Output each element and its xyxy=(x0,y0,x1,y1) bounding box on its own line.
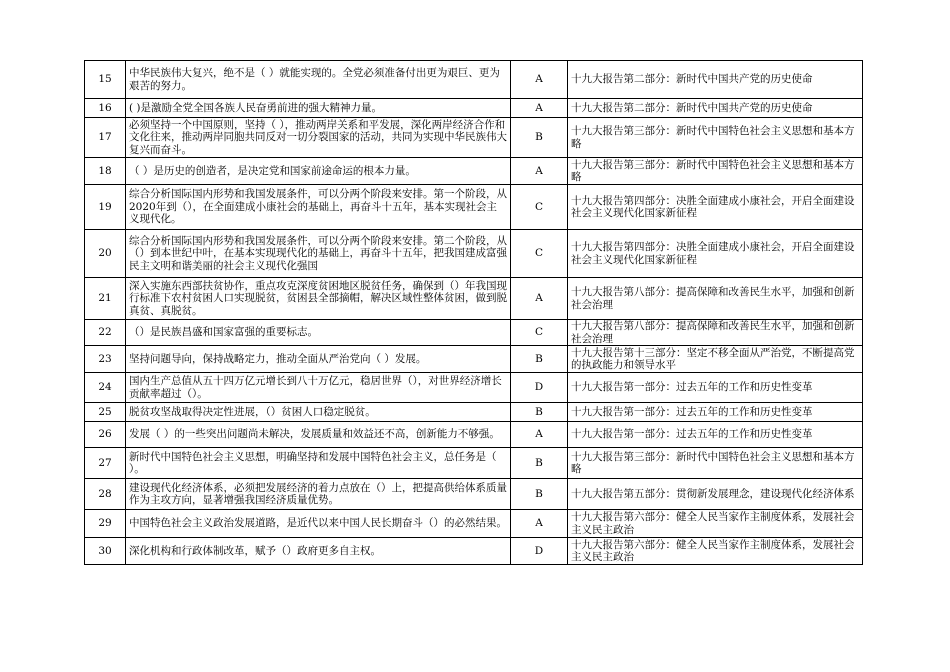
question-text-cell xyxy=(126,479,511,510)
question-text-cell-text: ( )是激励全党全国各族人民奋勇前进的强大精神力量。 xyxy=(129,101,383,114)
question-number-cell xyxy=(85,158,126,185)
question-text-cell-text: 建设现代化经济体系，必须把发展经济的着力点放在（）上，把提高供给体系质量作为主攻方向，显著增强我国经济质量优势。 xyxy=(129,481,507,506)
answer-cell-text: B xyxy=(535,131,543,144)
table-row xyxy=(85,403,863,422)
source-cell xyxy=(568,230,863,278)
source-cell-text: 十九大报告第五部分：贯彻新发展理念，建设现代化经济体系 xyxy=(571,487,855,500)
table-row xyxy=(85,61,863,99)
source-cell xyxy=(568,158,863,185)
question-number-cell-text: 15 xyxy=(98,73,112,86)
question-number-cell xyxy=(85,510,126,538)
table-row xyxy=(85,479,863,510)
source-cell xyxy=(568,61,863,99)
table-row xyxy=(85,538,863,565)
answer-cell xyxy=(511,403,568,422)
answer-cell xyxy=(511,99,568,118)
table-row xyxy=(85,422,863,448)
answer-cell-text: C xyxy=(534,247,544,260)
question-number-cell xyxy=(85,99,126,118)
question-number-cell-text: 30 xyxy=(98,544,112,557)
question-number-cell xyxy=(85,448,126,479)
question-number-cell-text: 20 xyxy=(98,247,112,260)
question-text-cell xyxy=(126,158,511,185)
source-cell xyxy=(568,278,863,320)
source-cell-text: 十九大报告第三部分：新时代中国特色社会主义思想和基本方略 xyxy=(571,125,855,150)
answer-cell-text: D xyxy=(534,381,544,394)
question-text-cell-text: （）是民族昌盛和国家富强的重要标志。 xyxy=(129,326,318,339)
answer-cell xyxy=(511,479,568,510)
question-text-cell-text: 脱贫攻坚战取得决定性进展，（）贫困人口稳定脱贫。 xyxy=(129,405,376,418)
question-text-cell-text: 必须坚持一个中国原则，坚持（ ），推动两岸关系和平发展，深化两岸经济合作和文化往来，推动两岸同胞共同反对一切分裂国家的活动，共同为实现中华民族伟大复兴而奋斗。 xyxy=(129,118,507,156)
question-number-cell xyxy=(85,278,126,320)
question-number-cell xyxy=(85,320,126,346)
answer-cell xyxy=(511,373,568,403)
source-cell-text: 十九大报告第一部分：过去五年的工作和历史性变革 xyxy=(571,381,813,394)
answer-cell-text: B xyxy=(535,487,543,500)
source-cell xyxy=(568,320,863,346)
source-cell-text: 十九大报告第六部分：健全人民当家作主制度体系，发展社会主义民主政治 xyxy=(571,511,855,536)
question-text-cell xyxy=(126,118,511,158)
question-text-cell-text: 综合分析国际国内形势和我国发展条件，可以分两个阶段来安排。第二个阶段，从（）到本世纪中叶，在基本实现现代化的基础上，再奋斗十五年，把我国建成富强民主文明和谐美丽的社会主义现代化强国 xyxy=(129,234,507,272)
source-cell xyxy=(568,99,863,118)
question-number-cell xyxy=(85,61,126,99)
answer-cell xyxy=(511,158,568,185)
table-row xyxy=(85,158,863,185)
answer-cell xyxy=(511,422,568,448)
table-row xyxy=(85,278,863,320)
source-cell-text: 十九大报告第八部分：提高保障和改善民生水平，加强和创新社会治理 xyxy=(571,286,855,311)
question-number-cell-text: 23 xyxy=(98,352,112,365)
source-cell-text: 十九大报告第十三部分：坚定不移全面从严治党，不断提高党的执政能力和领导水平 xyxy=(571,346,855,371)
answer-cell-text: D xyxy=(534,544,544,557)
answer-cell-text: A xyxy=(535,428,543,441)
question-text-cell-text: 深化机构和行政体制改革，赋予（）政府更多自主权。 xyxy=(129,544,381,557)
question-number-cell xyxy=(85,538,126,565)
question-table xyxy=(84,60,863,565)
question-number-cell-text: 27 xyxy=(98,456,112,469)
question-number-cell-text: 26 xyxy=(98,428,112,441)
question-text-cell xyxy=(126,346,511,373)
source-cell-text: 十九大报告第一部分：过去五年的工作和历史性变革 xyxy=(571,428,813,441)
question-text-cell xyxy=(126,185,511,230)
source-cell xyxy=(568,538,863,565)
question-number-cell xyxy=(85,230,126,278)
question-number-cell-text: 16 xyxy=(98,101,112,114)
answer-cell-text: A xyxy=(535,101,543,114)
question-text-cell xyxy=(126,230,511,278)
question-text-cell xyxy=(126,373,511,403)
source-cell-text: 十九大报告第六部分：健全人民当家作主制度体系，发展社会主义民主政治 xyxy=(571,538,855,563)
answer-cell-text: C xyxy=(534,200,544,213)
table-row xyxy=(85,230,863,278)
question-text-cell-text: （ ）是历史的创造者，是决定党和国家前途命运的根本力量。 xyxy=(129,164,416,177)
question-text-cell-text: 新时代中国特色社会主义思想，明确坚持和发展中国特色社会主义，总任务是（ ）。 xyxy=(129,450,497,475)
table-row xyxy=(85,346,863,373)
question-number-cell-text: 17 xyxy=(98,131,112,144)
source-cell-text: 十九大报告第三部分：新时代中国特色社会主义思想和基本方略 xyxy=(571,158,855,183)
table-row xyxy=(85,448,863,479)
question-text-cell-text: 中华民族伟大复兴，绝不是（ ）就能实现的。全党必须准备付出更为艰巨、更为艰苦的努力。 xyxy=(129,67,500,92)
question-number-cell xyxy=(85,118,126,158)
question-number-cell xyxy=(85,185,126,230)
source-cell-text: 十九大报告第一部分：过去五年的工作和历史性变革 xyxy=(571,405,813,418)
table-row xyxy=(85,185,863,230)
question-number-cell-text: 21 xyxy=(98,292,112,305)
question-text-cell xyxy=(126,422,511,448)
table-row xyxy=(85,118,863,158)
question-number-cell xyxy=(85,373,126,403)
answer-cell-text: A xyxy=(535,517,543,530)
question-number-cell-text: 29 xyxy=(98,517,112,530)
table-row xyxy=(85,99,863,118)
answer-cell-text: A xyxy=(535,164,543,177)
question-number-cell-text: 22 xyxy=(98,326,112,339)
answer-cell-text: A xyxy=(535,292,543,305)
answer-cell xyxy=(511,346,568,373)
answer-cell xyxy=(511,185,568,230)
question-text-cell-text: 中国特色社会主义政治发展道路，是近代以来中国人民长期奋斗（）的必然结果。 xyxy=(129,517,507,530)
source-cell-text: 十九大报告第八部分：提高保障和改善民生水平，加强和创新社会治理 xyxy=(571,320,855,345)
source-cell-text: 十九大报告第三部分：新时代中国特色社会主义思想和基本方略 xyxy=(571,450,855,475)
source-cell-text: 十九大报告第四部分：决胜全面建成小康社会，开启全面建设社会主义现代化国家新征程 xyxy=(571,194,855,219)
question-number-cell xyxy=(85,346,126,373)
answer-cell-text: B xyxy=(535,352,543,365)
question-text-cell-text: 综合分析国际国内形势和我国发展条件，可以分两个阶段来安排。第一个阶段，从2020年到（），在全面建成小康社会的基础上，再奋斗十五年，基本实现社会主义现代化。 xyxy=(129,188,507,226)
question-text-cell xyxy=(126,448,511,479)
question-number-cell xyxy=(85,479,126,510)
question-text-cell xyxy=(126,538,511,565)
question-text-cell xyxy=(126,278,511,320)
answer-cell-text: C xyxy=(534,326,544,339)
question-text-cell-text: 发展（ ）的一些突出问题尚未解决，发展质量和效益还不高，创新能力不够强。 xyxy=(129,428,500,441)
question-number-cell-text: 25 xyxy=(98,405,112,418)
source-cell xyxy=(568,510,863,538)
question-text-cell-text: 国内生产总值从五十四万亿元增长到八十万亿元，稳居世界（），对世界经济增长贡献率超过（）。 xyxy=(129,375,502,400)
answer-cell xyxy=(511,510,568,538)
table-row xyxy=(85,320,863,346)
answer-cell xyxy=(511,61,568,99)
answer-cell xyxy=(511,320,568,346)
question-number-cell-text: 19 xyxy=(98,200,112,213)
source-cell xyxy=(568,373,863,403)
question-text-cell xyxy=(126,99,511,118)
answer-cell-text: B xyxy=(535,456,543,469)
table-row xyxy=(85,373,863,403)
question-text-cell xyxy=(126,320,511,346)
question-text-cell xyxy=(126,403,511,422)
answer-cell-text: B xyxy=(535,405,543,418)
source-cell xyxy=(568,403,863,422)
answer-cell xyxy=(511,278,568,320)
source-cell-text: 十九大报告第二部分：新时代中国共产党的历史使命 xyxy=(571,101,813,114)
table-row xyxy=(85,510,863,538)
answer-cell xyxy=(511,538,568,565)
source-cell xyxy=(568,422,863,448)
question-number-cell-text: 24 xyxy=(98,381,112,394)
question-text-cell-text: 深入实施东西部扶贫协作，重点攻克深度贫困地区脱贫任务，确保到（）年我国现行标准下农村贫困人口实现脱贫，贫困县全部摘帽，解决区域性整体贫困，做到脱真贫、真脱贫。 xyxy=(129,279,507,317)
question-text-cell xyxy=(126,510,511,538)
answer-cell xyxy=(511,448,568,479)
question-number-cell xyxy=(85,422,126,448)
source-cell-text: 十九大报告第二部分：新时代中国共产党的历史使命 xyxy=(571,73,813,86)
source-cell xyxy=(568,185,863,230)
source-cell-text: 十九大报告第四部分：决胜全面建成小康社会，开启全面建设社会主义现代化国家新征程 xyxy=(571,241,855,266)
answer-cell xyxy=(511,118,568,158)
source-cell xyxy=(568,118,863,158)
source-cell xyxy=(568,346,863,373)
question-number-cell xyxy=(85,403,126,422)
source-cell xyxy=(568,479,863,510)
question-sheet xyxy=(84,60,863,565)
answer-cell-text: A xyxy=(535,73,543,86)
question-text-cell-text: 坚持问题导向，保持战略定力，推动全面从严治党向（ ）发展。 xyxy=(129,352,427,365)
question-table-body xyxy=(85,61,863,565)
question-text-cell xyxy=(126,61,511,99)
question-number-cell-text: 28 xyxy=(98,487,112,500)
answer-cell xyxy=(511,230,568,278)
source-cell xyxy=(568,448,863,479)
question-number-cell-text: 18 xyxy=(98,164,112,177)
